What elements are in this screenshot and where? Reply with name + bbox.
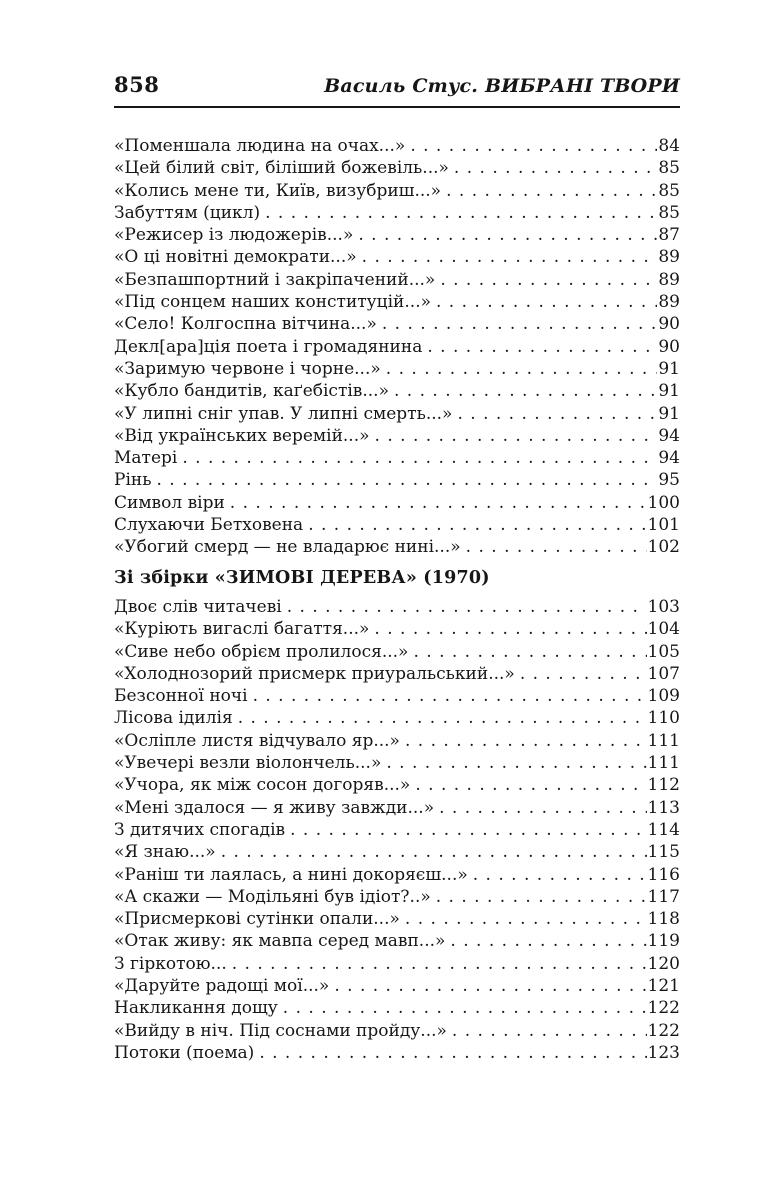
page-number: 858	[114, 72, 160, 97]
dot-leader	[473, 864, 647, 886]
entry-page: 116	[647, 864, 680, 885]
toc-entry	[114, 202, 680, 224]
entry-title: Рінь	[114, 470, 152, 491]
toc-entry	[114, 536, 680, 558]
entry-title: «Поменшала людина на очах...»	[114, 136, 406, 156]
dot-leader	[457, 403, 657, 425]
dot-leader	[454, 157, 657, 179]
toc-entry	[114, 730, 680, 752]
dot-leader	[232, 953, 647, 975]
entry-title: Безсонної ночі	[114, 686, 248, 707]
dot-leader	[265, 202, 657, 224]
entry-page: 102	[647, 537, 680, 558]
entry-page: 91	[658, 358, 680, 379]
entry-title: «Мені здалося — я живу завжди...»	[114, 797, 435, 818]
toc-entry	[114, 469, 680, 491]
entry-title: «Я знаю...»	[114, 842, 216, 863]
entry-page: 85	[658, 158, 680, 179]
toc-entry	[114, 157, 680, 179]
entry-title: «Сиве небо обрієм пролилося...»	[114, 641, 409, 662]
entry-title: «Присмеркові сутінки опали...»	[114, 909, 400, 930]
entry-title: «Село! Колгоспна вітчина...»	[114, 314, 377, 335]
toc-entry	[114, 246, 680, 268]
entry-page: 111	[647, 753, 680, 774]
entry-title: Забуттям (цикл)	[114, 202, 261, 223]
dot-leader	[308, 514, 646, 536]
entry-title: «Раніш ти лаялась, а нині докоряєш...»	[114, 864, 468, 885]
entry-page: 90	[658, 336, 680, 357]
entry-page: 120	[647, 953, 680, 974]
dot-leader	[452, 1020, 647, 1042]
entry-title: «Учора, як між сосон догоряв...»	[114, 775, 411, 796]
entry-page: 109	[647, 686, 680, 707]
entry-page: 91	[658, 403, 680, 424]
dot-leader	[427, 336, 657, 358]
entry-title: «Осліпле листя відчувало яр...»	[114, 730, 400, 751]
entry-title: «Вийду в ніч. Під соснами пройду...»	[114, 1020, 447, 1041]
entry-page: 87	[658, 225, 680, 246]
entry-page: 114	[647, 819, 680, 840]
dot-leader	[436, 291, 657, 313]
entry-title: «Режисер із людожерів...»	[114, 225, 354, 246]
entry-title: Декл[ара]ція поета і громадянина	[114, 336, 423, 357]
toc-entry	[114, 1042, 680, 1064]
toc-entry	[114, 1020, 680, 1042]
entry-page: 119	[647, 931, 680, 952]
entry-page: 91	[658, 381, 680, 402]
dot-leader	[410, 135, 657, 157]
dot-leader	[405, 730, 647, 752]
toc-list	[114, 596, 680, 1064]
entry-page: 104	[647, 619, 680, 640]
entry-title: «О ці новітні демократи...»	[114, 247, 357, 268]
dot-leader	[520, 663, 647, 685]
dot-leader	[415, 774, 646, 796]
entry-page: 121	[647, 975, 680, 996]
toc-entry	[114, 641, 680, 663]
entry-title: «Убогий смерд — не владарює нині...»	[114, 537, 461, 558]
dot-leader	[334, 975, 646, 997]
dot-leader	[450, 930, 646, 952]
toc-entry	[114, 492, 680, 514]
entry-title: З дитячих спогадів	[114, 819, 286, 840]
toc-list	[114, 135, 680, 559]
dot-leader	[394, 380, 657, 402]
entry-page: 89	[658, 269, 680, 290]
entry-page: 101	[647, 515, 680, 536]
page-header	[114, 72, 680, 108]
dot-leader	[440, 269, 657, 291]
entry-page: 118	[647, 909, 680, 930]
entry-page: 84	[658, 136, 680, 156]
toc-entry	[114, 336, 680, 358]
toc-entry	[114, 514, 680, 536]
dot-leader	[466, 536, 647, 558]
dot-leader	[230, 492, 647, 514]
dot-leader	[290, 819, 646, 841]
toc-entry	[114, 135, 680, 157]
entry-page: 110	[647, 708, 680, 729]
dot-leader	[358, 224, 657, 246]
entry-page: 122	[647, 1020, 680, 1041]
running-title: Василь Стус. ВИБРАНІ ТВОРИ	[324, 75, 680, 97]
dot-leader	[405, 908, 647, 930]
entry-page: 113	[647, 797, 680, 818]
entry-title: «Заримую червоне і чорне...»	[114, 358, 381, 379]
entry-title: «Колись мене ти, Київ, визубриш...»	[114, 180, 442, 201]
section-heading: Зі збірки «ЗИМОВІ ДЕРЕВА» (1970)	[114, 567, 490, 588]
dot-leader	[382, 313, 658, 335]
dot-leader	[182, 447, 657, 469]
entry-page: 85	[658, 202, 680, 223]
toc-entry	[114, 269, 680, 291]
toc-entry	[114, 380, 680, 402]
dot-leader	[439, 797, 646, 819]
dot-leader	[259, 1042, 646, 1064]
toc-entry	[114, 685, 680, 707]
toc-entry	[114, 797, 680, 819]
entry-page: 94	[658, 425, 680, 446]
dot-leader	[413, 641, 646, 663]
entry-title: Накликання дощу	[114, 998, 278, 1019]
toc-entry	[114, 596, 680, 618]
dot-leader	[375, 425, 658, 447]
entry-title: «Від українських веремій...»	[114, 425, 370, 446]
toc-entry	[114, 953, 680, 975]
entry-title: «Куріють вигаслі багаття...»	[114, 619, 370, 640]
dot-leader	[362, 246, 658, 268]
entry-page: 103	[647, 596, 680, 617]
entry-page: 105	[647, 641, 680, 662]
entry-title: «Безпашпортний і закріпачений...»	[114, 269, 436, 290]
toc-entry	[114, 997, 680, 1019]
toc-entry	[114, 358, 680, 380]
entry-title: «А скажи — Модільяні був ідіот?..»	[114, 886, 431, 907]
toc-entry	[114, 403, 680, 425]
dot-leader	[221, 841, 647, 863]
entry-title: «У липні сніг упав. У липні смерть...»	[114, 403, 453, 424]
dot-leader	[238, 707, 647, 729]
toc-entry	[114, 663, 680, 685]
toc-entry	[114, 707, 680, 729]
toc-entry	[114, 752, 680, 774]
entry-page: 90	[658, 314, 680, 335]
entry-page: 115	[647, 842, 680, 863]
entry-title: «Кубло бандитів, каґебістів...»	[114, 381, 389, 402]
dot-leader	[374, 618, 646, 640]
toc-entry	[114, 313, 680, 335]
dot-leader	[253, 685, 647, 707]
entry-title: «Отак живу: як мавпа серед мавп...»	[114, 931, 446, 952]
entry-page: 117	[647, 886, 680, 907]
entry-title: Символ віри	[114, 492, 225, 513]
toc-entry	[114, 908, 680, 930]
entry-page: 89	[658, 247, 680, 268]
toc-entry	[114, 930, 680, 952]
dot-leader	[386, 358, 658, 380]
dot-leader	[446, 180, 657, 202]
toc-entry	[114, 425, 680, 447]
toc-entry	[114, 224, 680, 246]
entry-page: 85	[658, 180, 680, 201]
entry-title: З гіркотою...	[114, 953, 227, 974]
toc-entry	[114, 819, 680, 841]
dot-leader	[287, 596, 647, 618]
toc	[114, 135, 680, 1064]
toc-entry	[114, 975, 680, 997]
toc-entry	[114, 774, 680, 796]
entry-title: «Холоднозорий присмерк приуральський...»	[114, 663, 515, 684]
entry-title: Слухаючи Бетховена	[114, 515, 304, 536]
entry-title: «Цей білий світ, біліший божевіль...»	[114, 158, 449, 179]
entry-page: 123	[647, 1042, 680, 1063]
entry-page: 94	[658, 448, 680, 469]
entry-title: Двоє слів читачеві	[114, 596, 282, 617]
dot-leader	[156, 469, 657, 491]
toc-section	[114, 567, 680, 1065]
toc-entry	[114, 864, 680, 886]
entry-title: «Даруйте радощі мої...»	[114, 975, 330, 996]
dot-leader	[283, 997, 647, 1019]
toc-entry	[114, 447, 680, 469]
dot-leader	[386, 752, 646, 774]
toc-entry	[114, 291, 680, 313]
entry-page: 122	[647, 998, 680, 1019]
toc-section	[114, 135, 680, 559]
entry-page: 89	[658, 292, 680, 313]
entry-page: 111	[647, 730, 680, 751]
entry-title: «Під сонцем наших конституцій...»	[114, 292, 431, 313]
toc-entry	[114, 841, 680, 863]
dot-leader	[436, 886, 647, 908]
entry-title: Потоки (поема)	[114, 1042, 255, 1063]
toc-entry	[114, 618, 680, 640]
entry-title: Лісова ідилія	[114, 708, 233, 729]
toc-entry	[114, 180, 680, 202]
entry-title: «Увечері везли віолончель...»	[114, 753, 382, 774]
toc-entry	[114, 886, 680, 908]
entry-page: 95	[658, 470, 680, 491]
entry-title: Матері	[114, 448, 178, 469]
entry-page: 112	[647, 775, 680, 796]
entry-page: 100	[647, 492, 680, 513]
entry-page: 107	[647, 663, 680, 684]
